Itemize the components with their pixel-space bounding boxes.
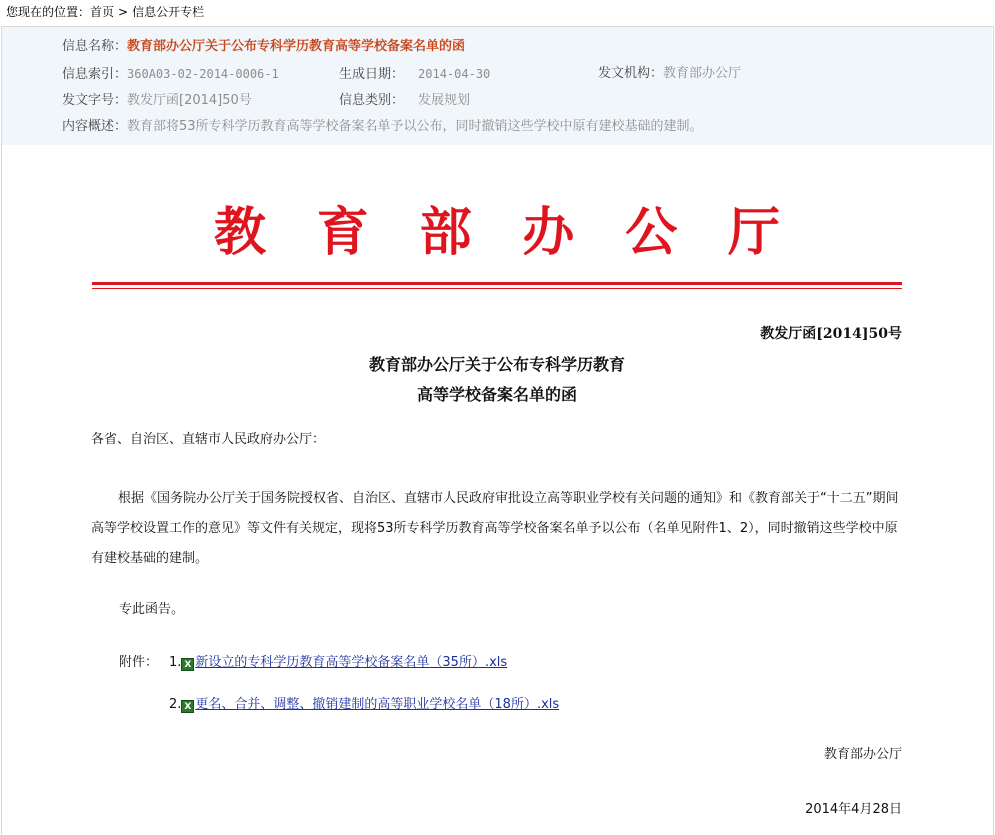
body-paragraph: 根据《国务院办公厅关于国务院授权省、自治区、直辖市人民政府审批设立高等职业学校有关问题的通知》和《教育部关于“十二五”期间高等学校设置工作的意见》等文件有关规定，现将53所专科学历教育高等学校备案名单予以公布（名单见附件1、2），同时撤销这些学校中原有建校基础的建制。 bbox=[91, 491, 899, 566]
meta-docno-row bbox=[62, 92, 252, 110]
meta-name-row bbox=[62, 38, 465, 56]
excel-file-icon: X bbox=[181, 700, 194, 713]
breadcrumb-prefix: 您现在的位置： bbox=[6, 5, 91, 19]
metadata-panel bbox=[2, 27, 992, 145]
meta-date-row bbox=[339, 65, 490, 84]
excel-file-icon: X bbox=[181, 658, 194, 671]
document-number: 教发厅函[2014]50号 bbox=[760, 326, 902, 342]
meta-summary-row bbox=[62, 118, 703, 136]
attachment-number: 2. bbox=[169, 697, 182, 712]
meta-docno-label: 发文字号： bbox=[62, 93, 128, 108]
document-letterhead bbox=[92, 198, 902, 268]
meta-category-value: 发展规划 bbox=[418, 93, 471, 108]
breadcrumb-current-link[interactable]: 信息公开专栏 bbox=[132, 5, 205, 19]
letterhead-char: 教 bbox=[214, 202, 267, 263]
meta-name-label: 信息名称： bbox=[62, 39, 128, 54]
attachment-number: 1. bbox=[169, 655, 182, 670]
breadcrumb bbox=[6, 4, 204, 20]
letterhead-char: 育 bbox=[316, 202, 369, 263]
meta-summary-value: 教育部将53所专科学历教育高等学校备案名单予以公布，同时撤销这些学校中原有建校基础的建制。 bbox=[127, 119, 703, 134]
meta-date-value: 2014-04-30 bbox=[418, 67, 491, 81]
breadcrumb-home-link[interactable]: 首页 bbox=[90, 5, 115, 19]
letterhead-char: 公 bbox=[625, 202, 678, 263]
document-title-line1: 教育部办公厅关于公布专科学历教育 bbox=[368, 355, 625, 374]
salutation: 各省、自治区、直辖市人民政府办公厅： bbox=[91, 432, 326, 447]
meta-issuer-label: 发文机构： bbox=[598, 66, 664, 81]
meta-issuer-value: 教育部办公厅 bbox=[663, 66, 742, 81]
attachment-link-2[interactable]: 更名、合并、调整、撤销建制的高等职业学校名单（18所）.xls bbox=[195, 697, 560, 712]
meta-docno-value: 教发厅函[2014]50号 bbox=[127, 93, 252, 108]
letterhead-rule-thin bbox=[92, 288, 902, 289]
attachments-label: 附件： bbox=[119, 655, 159, 670]
meta-index-row bbox=[62, 65, 279, 84]
meta-index-label: 信息索引： bbox=[62, 67, 128, 82]
document-title-line2: 高等学校备案名单的函 bbox=[416, 385, 577, 404]
meta-summary-label: 内容概述： bbox=[62, 119, 128, 134]
meta-name-value: 教育部办公厅关于公布专科学历教育高等学校备案名单的函 bbox=[127, 39, 466, 54]
meta-date-label: 生成日期： bbox=[339, 67, 405, 82]
attachment-link-1[interactable]: 新设立的专科学历教育高等学校备案名单（35所）.xls bbox=[195, 655, 508, 670]
attachment-item bbox=[169, 654, 507, 672]
letterhead-char: 办 bbox=[522, 202, 575, 263]
sign-date: 2014年4月28日 bbox=[805, 802, 902, 817]
letterhead-char: 部 bbox=[419, 202, 472, 263]
closing-text: 专此函告。 bbox=[119, 602, 185, 617]
letterhead-rule-thick bbox=[92, 282, 902, 285]
meta-category-label: 信息类别： bbox=[339, 93, 405, 108]
signature: 教育部办公厅 bbox=[823, 747, 902, 762]
meta-index-value: 360A03-02-2014-0006-1 bbox=[127, 67, 279, 81]
meta-issuer-row bbox=[598, 65, 741, 83]
letterhead-char: 厅 bbox=[727, 202, 780, 263]
meta-category-row bbox=[339, 92, 470, 110]
attachment-item bbox=[169, 696, 559, 714]
breadcrumb-separator: > bbox=[118, 5, 129, 19]
